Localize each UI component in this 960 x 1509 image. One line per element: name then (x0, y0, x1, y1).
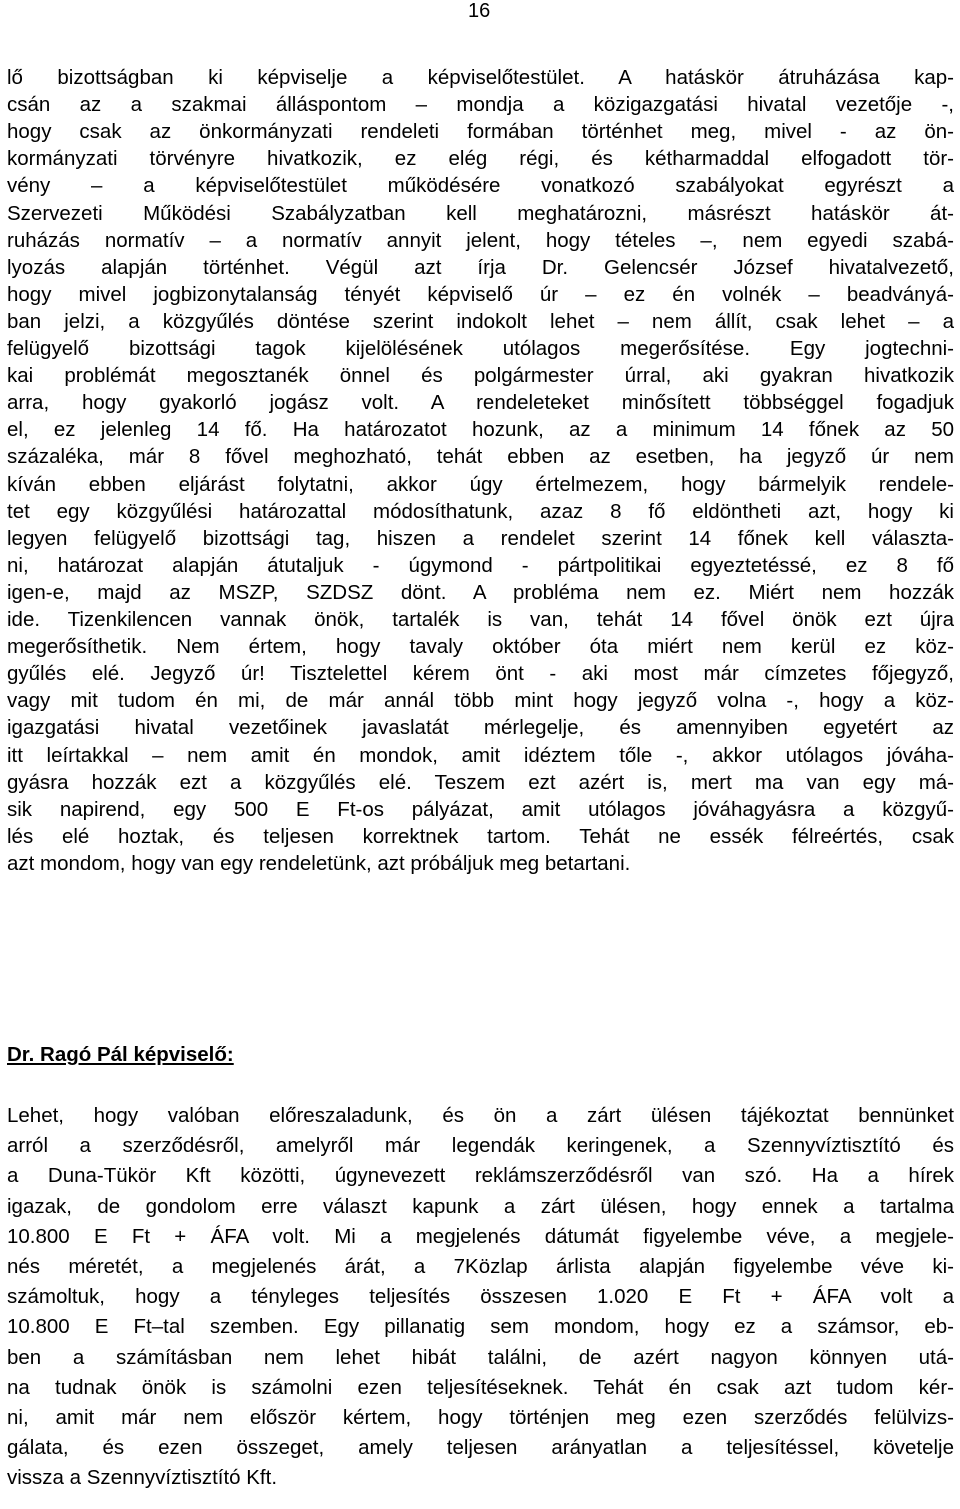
text-line: ben a számításban nem lehet hibát találni, de azért nagyon könnyen utá- (7, 1345, 954, 1369)
text-line: igazgatási hivatal vezetőinek javaslatát mérlegelje, és amennyiben egyetért az (7, 716, 954, 740)
text-line: legyen felügyelő bizottsági tag, hiszen a rendelet szerint 14 főnek kell választa- (7, 526, 954, 550)
text-line: lyozás alapján történhet. Végül azt írja Dr. Gelencsér József hivatalvezető, (7, 255, 954, 279)
text-line: 10.800 E Ft–tal szemben. Egy pillanatig sem mondom, hogy ez a számsor, eb- (7, 1315, 954, 1339)
text-line: ban jelzi, a közgyűlés döntése szerint indokolt lehet – nem állít, csak lehet – a (7, 309, 954, 333)
text-line: nés méretét, a megjelenés árát, a 7Közlap árlista alapján figyelembe véve ki- (7, 1255, 954, 1278)
text-line: itt leírtakkal – nem amit én mondok, amit idéztem tőle -, akkor utólagos jóváha- (7, 743, 954, 767)
text-line: na tudnak önök is számolni ezen teljesítéseknek. Tehát én csak azt tudom kér- (7, 1375, 954, 1399)
text-line: megerősíthetik. Nem értem, hogy tavaly október óta miért nem kerül ez köz- (7, 635, 954, 659)
text-line: számoltuk, hogy a tényleges teljesítés összesen 1.020 E Ft + ÁFA volt a (7, 1285, 954, 1309)
text-line: kormányzati törvényre hivatkozik, ez elég régi, és kétharmaddal elfogadott tör- (7, 147, 954, 171)
text-line: igen-e, majd az MSZP, SZDSZ dönt. A probléma nem ez. Miért nem hozzák (7, 580, 954, 604)
text-line: arról a szerződésről, amelyről már legendák keringenek, a Szennyvíztisztító és (7, 1134, 954, 1158)
text-line: gyűlés elé. Jegyző úr! Tisztelettel kérem önt - aki most már címzetes főjegyző, (7, 662, 954, 686)
text-line: Lehet, hogy valóban előreszaladunk, és ön a zárt ülésen tájékoztat bennünket (7, 1104, 954, 1127)
text-line: felügyelő bizottsági tagok kijelölésének utólagos megerősítése. Egy jogtechni- (7, 337, 954, 360)
text-line: vissza a Szennyvíztisztító Kft. (7, 1466, 278, 1490)
text-line: azt mondom, hogy van egy rendeletünk, azt próbáljuk meg betartani. (7, 851, 631, 875)
text-line: lés elé hoztak, és teljesen korrektnek tartom. Tehát ne essék félreértés, csak (7, 824, 954, 848)
text-line: kai problémát megosztanék önnel és polgármester úrral, aki gyakran hivatkozik (7, 364, 954, 388)
text-line: ide. Tizenkilencen vannak önök, tartalék is van, tehát 14 fővel önök ezt újra (7, 608, 954, 631)
text-line: tet egy közgyűlési határozattal módosíthatunk, azaz 8 fő eldöntheti azt, hogy ki (7, 499, 954, 523)
text-line: hogy mivel jogbizonytalanság tényét képviselő úr – ez én volnék – beadványá- (7, 282, 954, 306)
text-line: ni, amit már nem először kértem, hogy történjen meg ezen szerződés felülvizs- (7, 1406, 954, 1429)
text-line: el, ez jelenleg 14 fő. Ha határozatot hozunk, az a minimum 14 főnek az 50 (7, 418, 954, 442)
text-line: arra, hogy gyakorló jogász volt. A rendeleteket minősített többséggel fogadjuk (7, 391, 954, 415)
text-line: ruházás normatív – a normatív annyit jelent, hogy tételes –, nem egyedi szabá- (7, 228, 954, 252)
text-line: a Duna-Tükör Kft közötti, úgynevezett reklámszerződésről van szó. Ha a hírek (7, 1164, 954, 1188)
text-line: 10.800 E Ft + ÁFA volt. Mi a megjelenés dátumát figyelembe véve, a megjele- (7, 1224, 954, 1248)
text-line: gálata, és ezen összeget, amely teljesen arányatlan a teljesítéssel, követelje (7, 1436, 954, 1460)
text-line: százaléka, már 8 fővel meghozható, tehát ebben az esetben, ha jegyző úr nem (7, 445, 954, 469)
text-line: vagy mit tudom én mi, de már annál több mint hogy jegyző volna -, hogy a köz- (7, 689, 954, 713)
speaker-heading: Dr. Ragó Pál képviselő: (7, 1043, 234, 1066)
text-line: Szervezeti Működési Szabályzatban kell meghatározni, másrészt hatáskör át- (7, 201, 954, 225)
text-line: vény – a képviselőtestület működésére vonatkozó szabályokat egyrészt a (7, 174, 954, 198)
text-line: igazak, de gondolom erre választ kapunk a zárt ülésen, hogy ennek a tartalma (7, 1194, 954, 1218)
text-line: kíván ebben eljárást folytatni, akkor úgy értelmezem, hogy bármelyik rendele- (7, 472, 954, 496)
page-number: 16 (468, 0, 491, 22)
text-line: csán az a szakmai álláspontom – mondja a közigazgatási hivatal vezetője -, (7, 93, 954, 117)
text-line: gyásra hozzák ezt a közgyűlés elé. Teszem ezt azért is, mert ma van egy má- (7, 770, 954, 794)
text-line: hogy csak az önkormányzati rendeleti formában történhet meg, mivel - az ön- (7, 120, 954, 144)
text-line: lő bizottságban ki képviselje a képviselőtestület. A hatáskör átruházása kap- (7, 66, 954, 89)
text-line: ni, határozat alapján átutaljuk - úgymond - pártpolitikai egyeztetéssé, ez 8 fő (7, 553, 954, 577)
text-line: sik napirend, egy 500 E Ft-os pályázat, amit utólagos jóváhagyásra a közgyű- (7, 797, 954, 821)
